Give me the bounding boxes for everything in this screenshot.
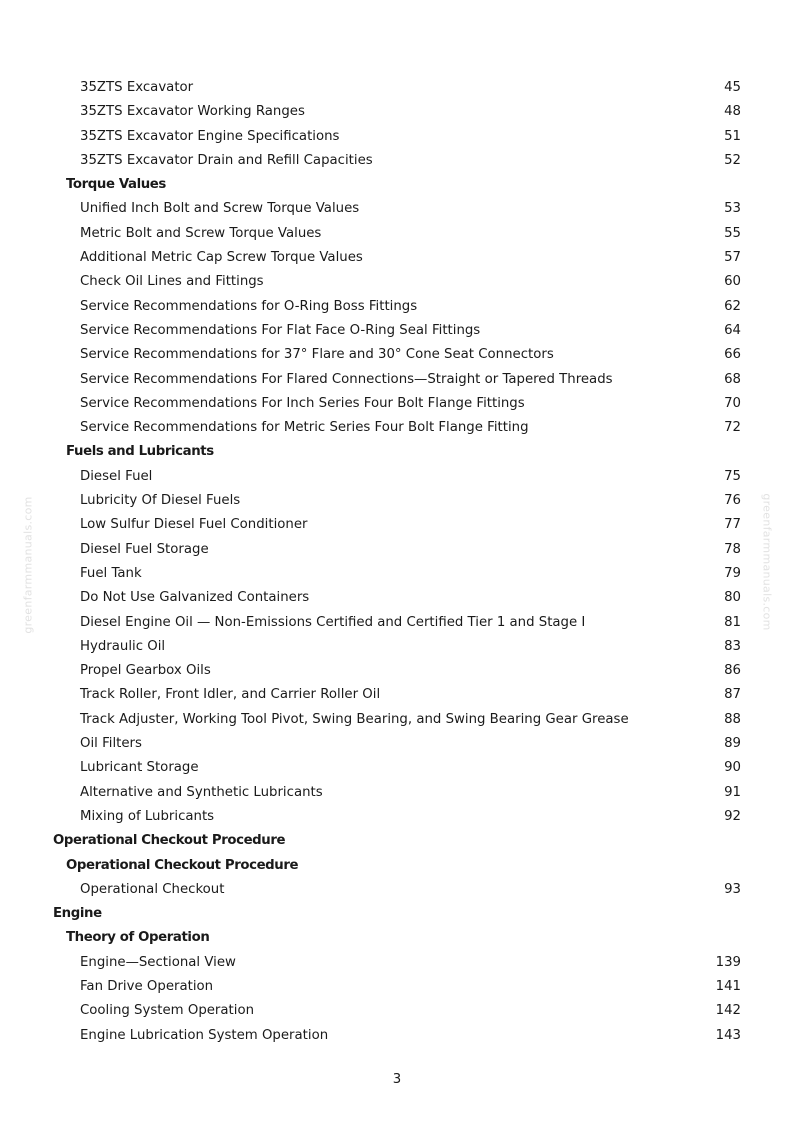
toc-entry-title: Fuels and Lubricants	[66, 444, 214, 460]
toc-entry-page: 72	[724, 420, 741, 436]
toc-entry-page: 60	[724, 274, 741, 290]
toc-entry-title: Low Sulfur Diesel Fuel Conditioner	[80, 517, 308, 533]
toc-entry-page: 57	[724, 250, 741, 266]
toc-entry-title: Oil Filters	[80, 736, 142, 752]
toc-entry-page: 75	[724, 468, 741, 484]
toc-entry-page: 91	[724, 784, 741, 800]
toc-entry[interactable]	[0, 149, 794, 173]
toc-entry[interactable]	[0, 368, 794, 392]
toc-entry-page: 90	[724, 760, 741, 776]
toc-entry-page: 48	[724, 104, 741, 120]
toc-entry[interactable]	[0, 270, 794, 294]
toc-entry[interactable]	[0, 100, 794, 124]
toc-entry[interactable]	[0, 295, 794, 319]
toc-entry[interactable]	[0, 197, 794, 221]
toc-entry-page: 52	[724, 152, 741, 168]
toc-entry-title: Track Roller, Front Idler, and Carrier Roller Oil	[80, 687, 381, 703]
toc-entry-title: Do Not Use Galvanized Containers	[80, 590, 310, 606]
toc-entry-page: 92	[724, 808, 741, 824]
toc-subsection-heading[interactable]	[0, 173, 794, 197]
toc-entry[interactable]	[0, 489, 794, 513]
toc-entry-page: 76	[724, 493, 741, 509]
toc-entry-title: Additional Metric Cap Screw Torque Values	[80, 250, 363, 266]
toc-entry[interactable]	[0, 781, 794, 805]
toc-entry[interactable]	[0, 975, 794, 999]
toc-entry-title: Hydraulic Oil	[80, 638, 166, 654]
toc-entry-title: Metric Bolt and Screw Torque Values	[80, 225, 322, 241]
toc-entry-title: Check Oil Lines and Fittings	[80, 274, 264, 290]
toc-entry-page: 70	[724, 395, 741, 411]
toc-entry-page: 86	[724, 663, 741, 679]
watermark-left: greenfarmmanuals.com	[21, 496, 35, 634]
toc-entry[interactable]	[0, 708, 794, 732]
toc-entry-page: 77	[724, 517, 741, 533]
toc-subsection-heading[interactable]	[0, 854, 794, 878]
toc-entry-page: 81	[724, 614, 741, 630]
toc-entry[interactable]	[0, 805, 794, 829]
toc-entry[interactable]	[0, 538, 794, 562]
watermark-right: greenfarmmanuals.com	[760, 493, 774, 631]
toc-entry-title: Cooling System Operation	[80, 1003, 255, 1019]
toc-entry[interactable]	[0, 562, 794, 586]
toc-entry-title: Service Recommendations for 37° Flare and 30° Cone Seat Connectors	[80, 347, 554, 363]
toc-entry[interactable]	[0, 246, 794, 270]
toc-entry-page: 139	[715, 954, 741, 970]
toc-entry[interactable]	[0, 125, 794, 149]
toc-entry-title: Torque Values	[66, 177, 166, 193]
toc-entry-title: Diesel Fuel Storage	[80, 541, 209, 557]
toc-entry-title: Operational Checkout Procedure	[66, 857, 299, 873]
toc-entry-title: 35ZTS Excavator	[80, 80, 194, 95]
toc-entry[interactable]	[0, 392, 794, 416]
toc-entry-title: Operational Checkout	[80, 881, 225, 897]
toc-entry[interactable]	[0, 513, 794, 537]
toc-entry[interactable]	[0, 683, 794, 707]
toc-entry-page: 53	[724, 201, 741, 217]
toc-entry[interactable]	[0, 732, 794, 756]
toc-entry-title: Service Recommendations For Inch Series Four Bolt Flange Fittings	[80, 395, 525, 411]
toc-entry-title: Service Recommendations for O-Ring Boss Fittings	[80, 298, 418, 314]
toc-entry-page: 79	[724, 565, 741, 581]
toc-entry-title: Engine Lubrication System Operation	[80, 1027, 329, 1043]
toc-entry[interactable]	[0, 76, 794, 100]
toc-entry-page: 83	[724, 638, 741, 654]
toc-entry-title: Track Adjuster, Working Tool Pivot, Swing Bearing, and Swing Bearing Gear Grease	[80, 711, 629, 727]
toc-entry-title: Fuel Tank	[80, 565, 142, 581]
toc-entry-page: 87	[724, 687, 741, 703]
toc-section-heading[interactable]	[0, 902, 794, 926]
toc-entry-page: 62	[724, 298, 741, 314]
toc-entry-page: 51	[724, 128, 741, 144]
toc-entry-title: Diesel Engine Oil — Non-Emissions Certified and Certified Tier 1 and Stage I	[80, 614, 586, 630]
toc-entry-title: 35ZTS Excavator Drain and Refill Capacities	[80, 152, 373, 168]
toc-entry-title: Service Recommendations for Metric Series Four Bolt Flange Fitting	[80, 420, 529, 436]
toc-entry-title: Mixing of Lubricants	[80, 808, 215, 824]
table-of-contents	[0, 76, 794, 1048]
toc-subsection-heading[interactable]	[0, 440, 794, 464]
toc-entry-title: Theory of Operation	[66, 930, 210, 946]
toc-entry[interactable]	[0, 319, 794, 343]
toc-entry-page: 68	[724, 371, 741, 387]
toc-entry-title: Alternative and Synthetic Lubricants	[80, 784, 323, 800]
toc-entry-page: 66	[724, 347, 741, 363]
toc-entry[interactable]	[0, 611, 794, 635]
toc-entry-title: Propel Gearbox Oils	[80, 663, 211, 679]
toc-entry-title: Lubricant Storage	[80, 760, 199, 776]
toc-entry-title: Unified Inch Bolt and Screw Torque Values	[80, 201, 360, 217]
toc-section-heading[interactable]	[0, 829, 794, 853]
toc-entry[interactable]	[0, 222, 794, 246]
toc-entry-title: Lubricity Of Diesel Fuels	[80, 493, 241, 509]
toc-entry-page: 142	[715, 1003, 741, 1019]
toc-entry-page: 55	[724, 225, 741, 241]
toc-entry[interactable]	[0, 999, 794, 1023]
toc-entry[interactable]	[0, 1024, 794, 1048]
toc-entry-title: 35ZTS Excavator Working Ranges	[80, 104, 305, 120]
toc-entry-title: 35ZTS Excavator Engine Specifications	[80, 128, 340, 144]
toc-entry-page: 45	[724, 80, 741, 95]
toc-entry[interactable]	[0, 465, 794, 489]
toc-entry-title: Service Recommendations For Flat Face O-Ring Seal Fittings	[80, 322, 481, 338]
toc-entry[interactable]	[0, 878, 794, 902]
toc-entry[interactable]	[0, 635, 794, 659]
toc-entry-page: 143	[715, 1027, 741, 1043]
toc-entry-title: Diesel Fuel	[80, 468, 153, 484]
toc-entry-page: 78	[724, 541, 741, 557]
toc-entry[interactable]	[0, 343, 794, 367]
toc-entry-page: 89	[724, 736, 741, 752]
toc-entry-page: 64	[724, 322, 741, 338]
toc-entry[interactable]	[0, 416, 794, 440]
toc-entry[interactable]	[0, 586, 794, 610]
toc-entry-page: 93	[724, 881, 741, 897]
toc-entry[interactable]	[0, 951, 794, 975]
toc-entry-page: 80	[724, 590, 741, 606]
toc-entry-title: Fan Drive Operation	[80, 978, 214, 994]
toc-entry-title: Operational Checkout Procedure	[53, 833, 286, 849]
toc-entry-page: 141	[715, 978, 741, 994]
toc-entry[interactable]	[0, 659, 794, 683]
toc-entry-title: Service Recommendations For Flared Connections—Straight or Tapered Threads	[80, 371, 613, 387]
toc-entry-title: Engine	[53, 906, 102, 922]
toc-entry-page: 88	[724, 711, 741, 727]
page-number: 3	[392, 1072, 402, 1087]
toc-subsection-heading[interactable]	[0, 926, 794, 950]
toc-entry[interactable]	[0, 756, 794, 780]
toc-entry-title: Engine—Sectional View	[80, 954, 236, 970]
